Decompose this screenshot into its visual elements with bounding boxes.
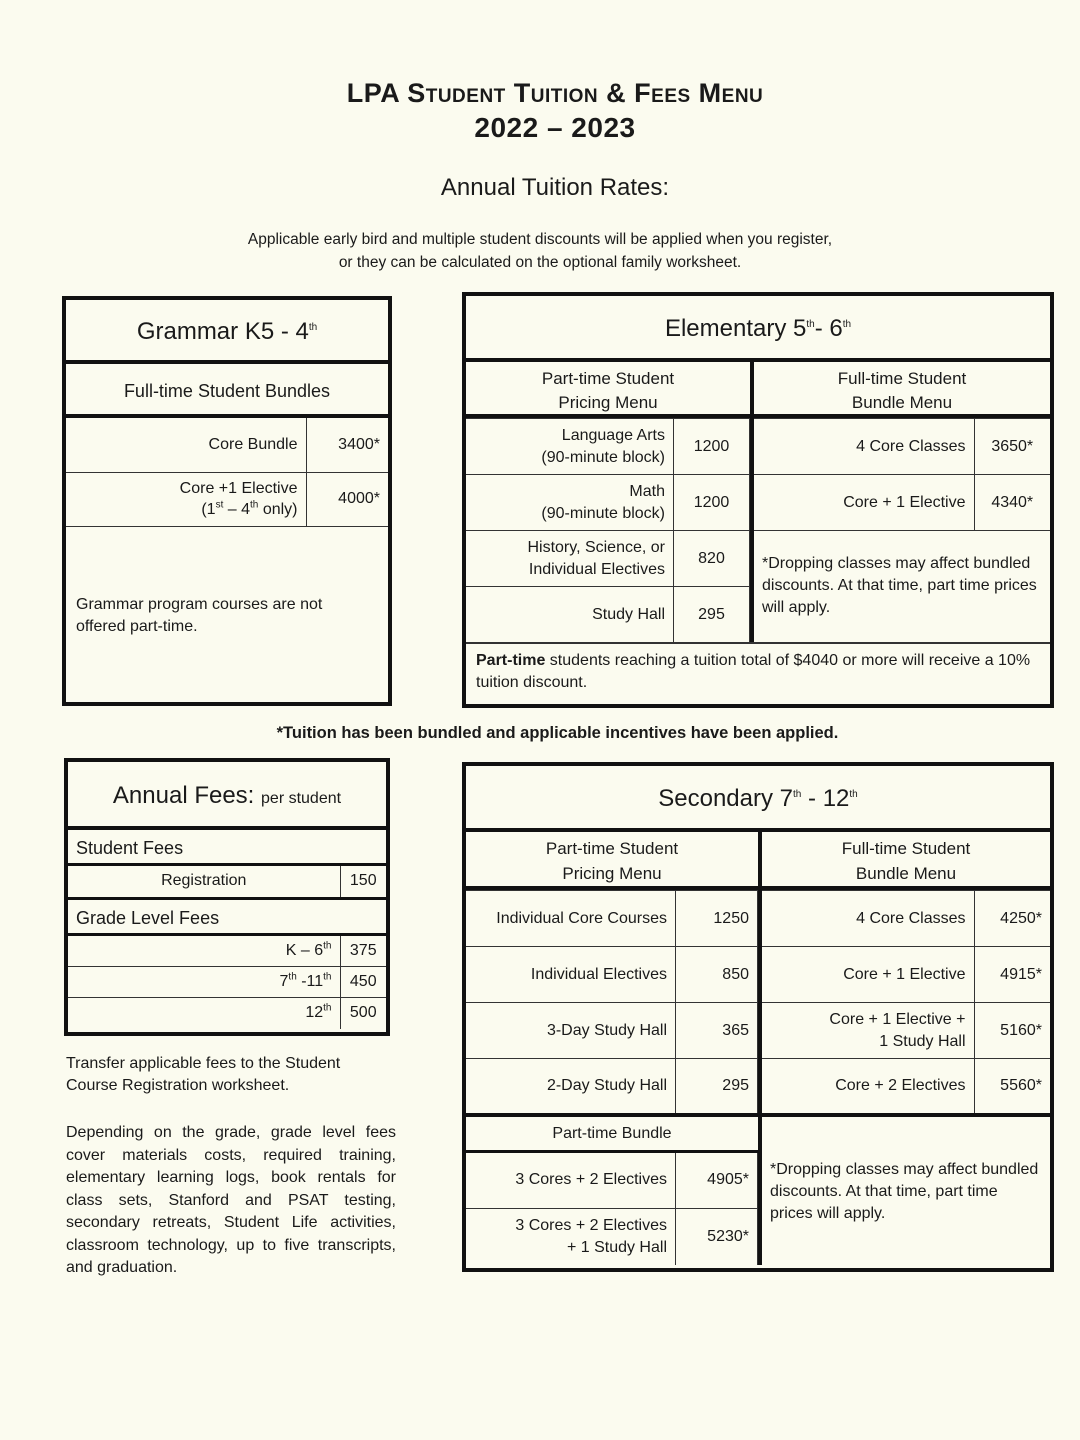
full-time-header: Full-time Student Bundle Menu (762, 832, 1050, 890)
elementary-box (462, 292, 1054, 708)
bundle-label: Core + 1 Elective + 1 Study Hall (762, 1003, 974, 1059)
bundle-label: Core +1 Elective (1st – 4th only) (66, 472, 306, 526)
grade-price: 375 (340, 936, 386, 967)
fees-title: Annual Fees: per student (68, 762, 386, 830)
table-row (466, 1059, 758, 1115)
secondary-columns (466, 832, 1050, 1265)
bundle-price: 5560* (974, 1059, 1050, 1115)
school-year: 2022 – 2023 (474, 112, 636, 143)
tuition-bundled-note: *Tuition has been bundled and applicable incentives have been applied. (276, 724, 839, 742)
fee-price: 150 (340, 866, 386, 898)
course-price: 850 (676, 947, 758, 1003)
course-label: Study Hall (466, 587, 674, 643)
elementary-part-time (466, 362, 750, 643)
bundle-label: 3 Cores + 2 Electives (466, 1153, 676, 1209)
table-row (66, 472, 388, 526)
course-label: Individual Core Courses (466, 891, 676, 947)
course-price: 1250 (676, 891, 758, 947)
dropping-note: *Dropping classes may affect bundled discounts. At that time, part time prices will apply. (770, 1160, 1039, 1222)
table-row (66, 418, 388, 472)
elementary-full-time (750, 362, 1050, 643)
table-row (466, 1003, 758, 1059)
table-row (466, 587, 750, 643)
bundle-label: Core + 2 Electives (762, 1059, 974, 1115)
table-row (466, 419, 750, 475)
page-title: LPA Student Tuition & Fees Menu (346, 78, 764, 108)
course-label: Individual Electives (466, 947, 676, 1003)
secondary-title: Secondary 7th - 12th (466, 766, 1050, 832)
grade-label: 12th (68, 998, 340, 1029)
bundle-price: 5160* (974, 1003, 1050, 1059)
elementary-columns (466, 362, 1050, 643)
course-label: 3-Day Study Hall (466, 1003, 676, 1059)
bundle-label: Core + 1 Elective (754, 475, 974, 531)
course-label: History, Science, or Individual Electives (466, 531, 674, 587)
course-price: 365 (676, 1003, 758, 1059)
bundle-label: Core + 1 Elective (762, 947, 974, 1003)
secondary-full-time (758, 832, 1050, 1265)
course-price: 1200 (674, 419, 750, 475)
part-time-header: Part-time Student Pricing Menu (466, 832, 758, 890)
bundle-price: 4000* (306, 472, 388, 526)
table-row (68, 866, 386, 898)
grammar-note: Grammar program courses are not offered part-time. (76, 596, 323, 635)
bundle-label: Core Bundle (66, 418, 306, 472)
table-row (754, 475, 1050, 531)
course-label: Language Arts (90-minute block) (466, 419, 674, 475)
full-time-table (762, 890, 1050, 1117)
full-time-table (754, 418, 1050, 531)
grammar-box (62, 296, 392, 706)
table-row (762, 947, 1050, 1003)
table-row (466, 1153, 758, 1209)
grade-fees-description: Depending on the grade, grade level fees cover materials costs, required training, elementary learning logs, book rentals for class sets, Stanford and PSAT testing, secondary retreats, Student Life activities, classroom technology, up to five transcripts, and graduation. (66, 1124, 396, 1276)
dropping-note: *Dropping classes may affect bundled discounts. At that time, part time prices will apply. (762, 555, 1037, 616)
course-price: 820 (674, 531, 750, 587)
bundle-price: 4905* (676, 1153, 758, 1209)
course-price: 295 (674, 587, 750, 643)
bundle-label: 4 Core Classes (754, 419, 974, 475)
full-time-header: Full-time Student Bundle Menu (754, 362, 1050, 418)
elementary-title: Elementary 5th- 6th (466, 296, 1050, 362)
table-row (754, 419, 1050, 475)
table-row (466, 891, 758, 947)
section-title: Annual Tuition Rates: (440, 174, 670, 201)
discount-note-line1: Applicable early bird and multiple student discounts will be applied when you register, (247, 231, 833, 248)
bundle-label: 4 Core Classes (762, 891, 974, 947)
table-row (68, 967, 386, 998)
transfer-note: Transfer applicable fees to the Student Course Registration worksheet. (66, 1055, 341, 1094)
bundle-price: 4250* (974, 891, 1050, 947)
grade-price: 500 (340, 998, 386, 1029)
student-fees-header: Student Fees (68, 830, 386, 866)
grammar-title: Grammar K5 - 4th (66, 300, 388, 364)
grammar-bundles-table (66, 418, 388, 527)
table-row (762, 1003, 1050, 1059)
part-time-bundle-header: Part-time Bundle (466, 1117, 758, 1153)
secondary-box (462, 762, 1054, 1272)
table-row (466, 947, 758, 1003)
table-row (466, 531, 750, 587)
table-row (68, 936, 386, 967)
part-time-bundle-table (466, 1153, 758, 1265)
secondary-part-time (466, 832, 758, 1265)
grade-fees-table (68, 936, 386, 1029)
table-row (762, 1059, 1050, 1115)
bundle-label: 3 Cores + 2 Electives + 1 Study Hall (466, 1209, 676, 1265)
course-price: 1200 (674, 475, 750, 531)
table-row (68, 998, 386, 1029)
fees-box (64, 758, 390, 1036)
course-price: 295 (676, 1059, 758, 1115)
bundle-price: 4340* (974, 475, 1050, 531)
part-time-table (466, 418, 750, 643)
discount-note-line2: or they can be calculated on the optional family worksheet. (338, 254, 742, 271)
course-label: Math (90-minute block) (466, 475, 674, 531)
bundle-price: 4915* (974, 947, 1050, 1003)
student-fees-table (68, 866, 386, 900)
fee-label: Registration (68, 866, 340, 898)
discount-note (0, 228, 1080, 274)
grade-price: 450 (340, 967, 386, 998)
bundle-price: 5230* (676, 1209, 758, 1265)
grade-fees-header: Grade Level Fees (68, 900, 386, 936)
part-time-discount-note: Part-time students reaching a tuition total of $4040 or more will receive a 10% tuition discount. (466, 642, 1050, 700)
bundle-price: 3650* (974, 419, 1050, 475)
grade-label: K – 6th (68, 936, 340, 967)
part-time-table (466, 890, 758, 1117)
table-row (762, 891, 1050, 947)
grade-label: 7th -11th (68, 967, 340, 998)
part-time-header: Part-time Student Pricing Menu (466, 362, 750, 418)
bundle-price: 3400* (306, 418, 388, 472)
table-row (466, 475, 750, 531)
course-label: 2-Day Study Hall (466, 1059, 676, 1115)
table-row (466, 1209, 758, 1265)
grammar-bundles-header: Full-time Student Bundles (66, 364, 388, 418)
